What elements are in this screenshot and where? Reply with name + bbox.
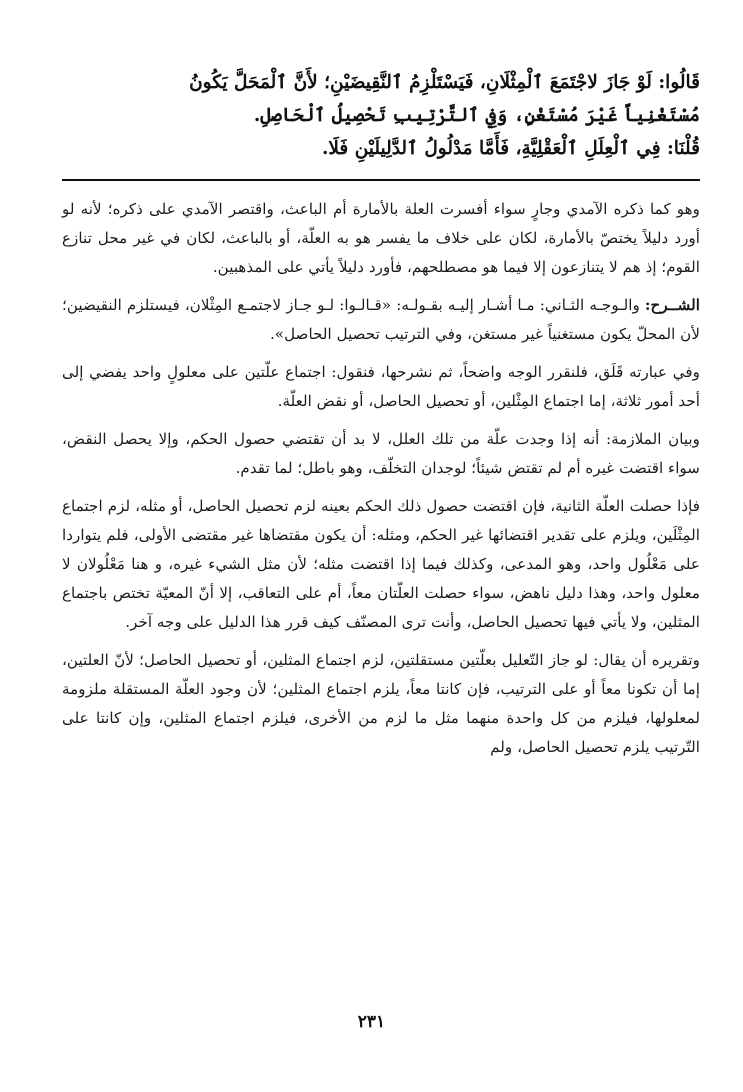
sharh-paragraph: وفي عبارته قَلَق، فلنقرر الوجه واضحاً، ثم نشرحها، فنقول: اجتماع علّتين على معلولٍ واحد يفضي إلى أحد أمور ثلاثة، إما اجتماع المِثْلين، أو تحصيل الحاصل، أو نقض العلّة. [62,363,700,410]
matn-line: قُلْنَا: فِي ٱلْعِلَلِ ٱلْعَقْلِيَّةِ، فَأَمَّا مَدْلُولُ ٱلدَّلِيلَيْنِ فَلَا. [321,138,700,159]
matn-line: مُسْتَغْنِياً غَيْرَ مُسْتَغْنٍ، وَفِي ٱلتَّرْتِيبِ تَحْصِيلُ ٱلْحَاصِلِ. [253,105,700,126]
section-divider [62,179,700,181]
matn-line: قَالُوا: لَوْ جَازَ لاجْتَمَعَ ٱلْمِثْلَانِ، فَيَسْتَلْزِمُ ٱلنَّقِيضَيْنِ؛ لأَنَّ ٱلْمَحَلَّ يَكُونُ [189,72,700,93]
sharh-paragraph: وبيان الملازمة: أنه إذا وجدت علّة من تلك العلل، لا بد أن تقتضي حصول الحكم، وإلا يحصل النقض، سواء اقتضت غيره أم لم تقتض شيئاً؛ لوجدان التخلّف، وهو باطل؛ لما تقدم. [62,430,700,477]
sharh-paragraph: وهو كما ذكره الآمدي وجارٍ سواء أفسرت العلة بالأمارة أم الباعث، واقتصر الآمدي على ذكره؛ لأنه لو أورد دليلاً يختصّ بالأمارة، لكان على خلاف ما يفسر هو به العلّة، أو بالباعث، لكان في غير محل تنازع القوم؛ إذ هم لا يتنازعون إلا فيما هو مصطلحهم، فأورد دليلاً يأتي على المذهبين. [62,200,700,276]
sharh-paragraph: فإذا حصلت العلّة الثانية، فإن اقتضت حصول ذلك الحكم بعينه لزم تحصيل الحاصل، أو مثله، لزم اجتماع المِثْلَين، ويلزم على تقدير اقتضائها غير الحكم، ومثله: أن يكون مقتضاها غير مقتضى الأولى، فلم يتواردا على مَعْلُول واحد، وهو المدعى، وكذلك فيما إذا اقتضت مثله؛ لأن مثل الشيء غيره، و هنا مَعْلُولان لا معلول واحد، وهذا دليل ناهض، سواء حصلت العلّتان معاً، أم على التعاقب، إلا أنّ المعيّة تختص باجتماع المثلين، ولا يأتي فيها تحصيل الحاصل، وأنت ترى المصنّف كيف قرر هذا الدليل على وجه آخر. [62,497,700,631]
sharh-paragraph [62,291,700,349]
sharh-text: والـوجـه الثـاني: مـا أشـار إليـه بقـولـه: «قـالـوا: لـو جـاز لاجتمـع المِثْلان، فيستلزم النقيضين؛ لأن المحلّ يكون مستغنياً غير مستغن، وفي الترتيب تحصيل الحاصل». [62,296,700,343]
sharh-block [62,195,700,762]
matn-block [62,66,700,165]
page-body [62,66,700,771]
page-number: ٢٣١ [357,1012,386,1032]
sharh-paragraph: وتقريره أن يقال: لو جاز التّعليل بعلّتين مستقلتين، لزم اجتماع المثلين، أو تحصيل الحاصل؛ لأنّ العلتين، إما أن تكونا معاً أو على الترتيب، فإن كانتا معاً، يلزم اجتماع المثلين؛ لأن وجود العلّة المستقلة ملزومة لمعلولها، فيلزم من كل واحدة منهما مثل ما لزم من الأخرى، فيلزم اجتماع المثلين، وإن كانتا على التّرتيب يلزم تحصيل الحاصل، ولم [62,651,700,756]
sharh-label: الشــرح: [644,296,700,314]
